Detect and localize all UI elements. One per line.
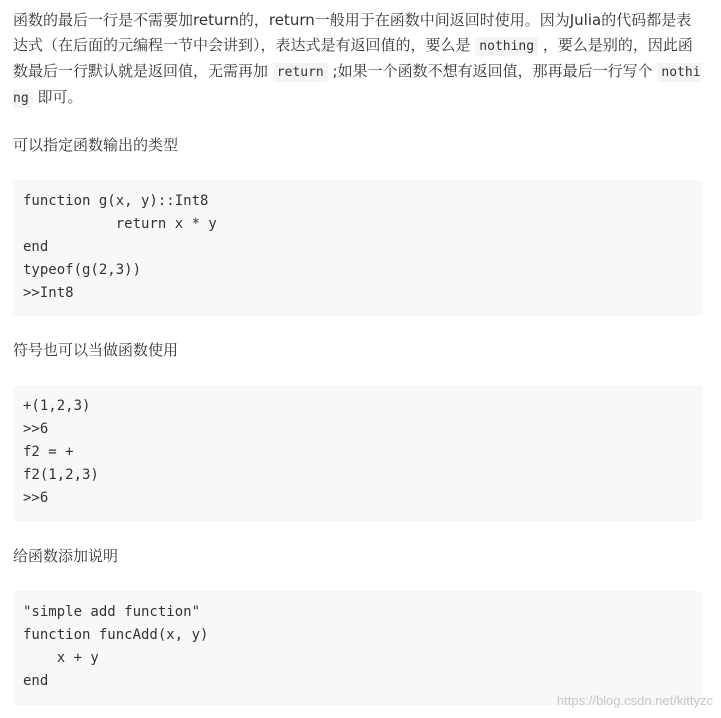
inline-code-nothing-2: nothing <box>13 65 701 106</box>
code-line: function g(x, y)::Int8 <box>23 193 209 209</box>
code-line: function funcAdd(x, y) <box>23 627 209 643</box>
code-line: "simple add function" <box>23 604 201 620</box>
code-line: end <box>23 673 49 689</box>
section-heading-docstring: 给函数添加说明 <box>13 547 119 565</box>
code-block-symbol-function <box>13 385 703 521</box>
code-block-return-type <box>13 180 703 316</box>
code-line: +(1,2,3) <box>23 398 91 414</box>
code-line: x + y <box>23 650 99 666</box>
intro-text-3: ;如果一个函数不想有返回值，那再最后一行写个 <box>332 62 653 80</box>
intro-text-2: ，要么是别的，因此函数最后一行默认就是返回值，无需再加 <box>13 36 693 80</box>
code-line: f2(1,2,3) <box>23 467 99 483</box>
intro-text-1: 函数的最后一行是不需要加return的，return一般用于在函数中间返回时使用。因为Julia的代码都是表达式（在后面的元编程一节中会讲到），表达式是有返回值的，要么是 <box>13 11 692 54</box>
section-heading-return-type: 可以指定函数输出的类型 <box>13 136 179 154</box>
code-line: >>Int8 <box>23 285 74 301</box>
intro-paragraph <box>13 8 703 111</box>
inline-code-return: return <box>273 63 328 82</box>
code-line: end <box>23 239 49 255</box>
code-line: >>6 <box>23 490 49 506</box>
section-heading-symbol-function: 符号也可以当做函数使用 <box>13 341 179 359</box>
code-line: return x * y <box>23 216 217 232</box>
intro-text-4: 即可。 <box>37 88 83 106</box>
code-block-docstring <box>13 591 703 705</box>
code-line: >>6 <box>23 421 49 437</box>
inline-code-nothing: nothing <box>475 37 538 56</box>
article-body <box>13 0 703 689</box>
watermark: https://blog.csdn.net/kittyzc <box>556 693 713 708</box>
code-line: typeof(g(2,3)) <box>23 262 142 278</box>
code-line: f2 = + <box>23 444 74 460</box>
